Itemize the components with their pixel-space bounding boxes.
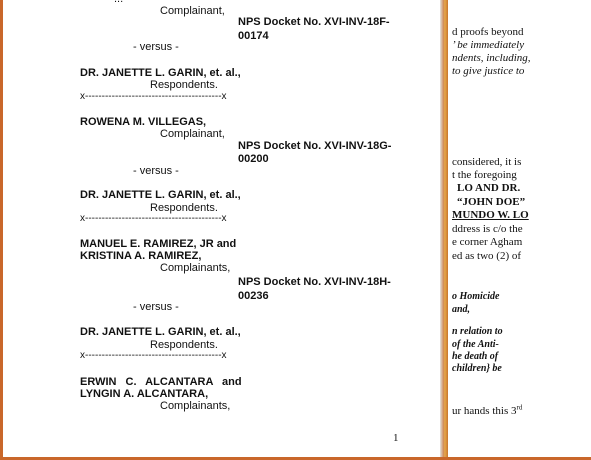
case-separator-3: x-----------------------------------------x — [80, 350, 227, 361]
complainant-name-3a: MANUEL E. RAMIREZ, JR and — [80, 238, 237, 250]
last-line-superscript: rd — [516, 403, 523, 412]
right-text-line: t the foregoing — [452, 169, 517, 181]
respondent-3: DR. JANETTE L. GARIN, et. al., — [80, 326, 241, 338]
respondents-label-3: Respondents. — [150, 339, 218, 351]
right-text-line: n relation to — [452, 326, 503, 337]
complainant-role-2: Complainant, — [160, 128, 225, 140]
complainant-name-3b: KRISTINA A. RAMIREZ, — [80, 250, 202, 262]
respondent-1: DR. JANETTE L. GARIN, et. al., — [80, 67, 241, 79]
complainant-name-4a: ERWIN C. ALCANTARA and — [80, 376, 242, 388]
right-text-line: ed as two (2) of — [452, 250, 522, 262]
docket-number-1-line2: 00174 — [238, 30, 269, 42]
complainant-role-3: Complainants, — [160, 262, 231, 274]
case-separator-1: x-----------------------------------------x — [80, 91, 227, 102]
right-text-last-line — [452, 405, 522, 418]
versus-1: - versus - — [133, 41, 179, 53]
right-text-line: e corner Agham — [452, 236, 523, 248]
docket-number-3-line1: NPS Docket No. XVI-INV-18H- — [238, 276, 391, 288]
right-text-line: of the Anti- — [452, 339, 499, 350]
right-text-line: and, — [452, 304, 471, 315]
page-number: 1 — [393, 432, 399, 444]
right-page — [448, 0, 591, 457]
right-text-line: “JOHN DOE” — [457, 196, 526, 208]
right-text-line: d proofs beyond — [452, 26, 524, 38]
right-text-line: LO AND DR. — [457, 182, 521, 194]
right-text-line: ddress is c/o the — [452, 223, 523, 235]
respondent-2: DR. JANETTE L. GARIN, et. al., — [80, 189, 241, 201]
complainant-role-1: Complainant, — [160, 5, 225, 17]
page-divider — [440, 0, 448, 460]
right-text-line: ’ be immediately — [452, 39, 525, 51]
right-text-line: considered, it is — [452, 156, 522, 168]
complainant-name-4b: LYNGIN A. ALCANTARA, — [80, 388, 209, 400]
right-text-line: he death of — [452, 351, 499, 362]
right-text-line: ndents, including, — [452, 52, 531, 64]
docket-number-2-line2: 00200 — [238, 153, 269, 165]
respondents-label-1: Respondents. — [150, 79, 218, 91]
docket-number-1-line1: NPS Docket No. XVI-INV-18F- — [238, 16, 390, 28]
respondents-label-2: Respondents. — [150, 202, 218, 214]
clipped-text-top — [114, 0, 123, 6]
docket-number-2-line1: NPS Docket No. XVI-INV-18G- — [238, 140, 392, 152]
versus-3: - versus - — [133, 301, 179, 313]
docket-number-3-line2: 00236 — [238, 290, 269, 302]
complainant-role-4: Complainants, — [160, 400, 231, 412]
left-page — [5, 0, 440, 455]
right-text-line: to give justice to — [452, 65, 525, 77]
case-separator-2: x-----------------------------------------x — [80, 213, 227, 224]
versus-2: - versus - — [133, 165, 179, 177]
left-border — [0, 0, 3, 460]
complainant-name-2: ROWENA M. VILLEGAS, — [80, 116, 207, 128]
right-text-line: MUNDO W. LO — [452, 209, 529, 221]
right-text-line: o Homicide — [452, 291, 500, 302]
right-text-line: children} be — [452, 363, 502, 374]
last-line-text: ur hands this 3 — [452, 405, 517, 417]
